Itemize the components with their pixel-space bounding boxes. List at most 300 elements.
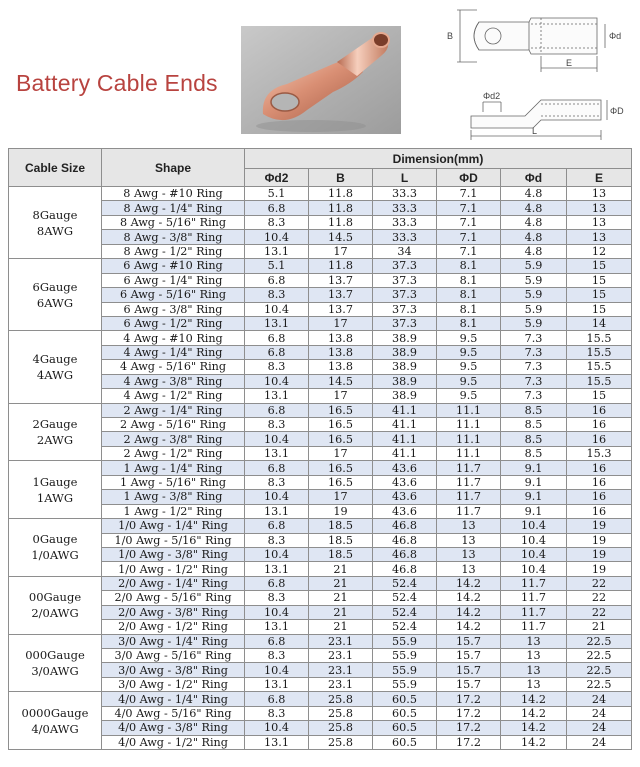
dim-cell-B: 17 [309, 446, 373, 460]
dim-cell-B: 14.5 [309, 374, 373, 388]
dim-cell-d2: 8.3 [245, 475, 309, 489]
shape-cell: 2 Awg - 1/4" Ring [102, 403, 245, 417]
gauge-label: 000Gauge [25, 647, 85, 662]
dimension-diagram [433, 6, 638, 140]
dim-cell-L: 33.3 [373, 230, 437, 244]
table-row [9, 591, 632, 605]
dim-cell-d: 9.1 [501, 475, 567, 489]
dim-cell-d: 4.8 [501, 201, 567, 215]
shape-cell: 4 Awg - 5/16" Ring [102, 360, 245, 374]
dim-cell-d: 11.7 [501, 591, 567, 605]
dim-cell-E: 24 [567, 735, 632, 749]
dim-cell-d2: 13.1 [245, 562, 309, 576]
header-dim-1: B [309, 169, 373, 187]
dim-cell-d: 5.9 [501, 259, 567, 273]
table-row [9, 735, 632, 749]
shape-cell: 2 Awg - 3/8" Ring [102, 432, 245, 446]
dim-cell-D: 17.2 [437, 721, 501, 735]
shape-cell: 8 Awg - 3/8" Ring [102, 230, 245, 244]
dim-cell-E: 14 [567, 316, 632, 330]
dim-cell-D: 11.7 [437, 504, 501, 518]
shape-cell: 2 Awg - 1/2" Ring [102, 446, 245, 460]
table-row [9, 605, 632, 619]
header-dimension: Dimension(mm) [245, 149, 632, 169]
dim-cell-D: 8.1 [437, 288, 501, 302]
dim-cell-d2: 13.1 [245, 620, 309, 634]
dim-cell-E: 13 [567, 187, 632, 201]
dim-cell-E: 16 [567, 475, 632, 489]
shape-cell: 1/0 Awg - 5/16" Ring [102, 533, 245, 547]
dim-cell-d2: 13.1 [245, 446, 309, 460]
dim-cell-d2: 5.1 [245, 259, 309, 273]
dim-cell-D: 7.1 [437, 230, 501, 244]
dim-cell-d: 13 [501, 663, 567, 677]
dim-cell-D: 17.2 [437, 692, 501, 706]
label-B: B [447, 31, 454, 41]
dim-cell-d2: 10.4 [245, 302, 309, 316]
shape-cell: 4/0 Awg - 3/8" Ring [102, 721, 245, 735]
dim-cell-d: 7.3 [501, 331, 567, 345]
dim-cell-L: 38.9 [373, 331, 437, 345]
dim-cell-E: 16 [567, 418, 632, 432]
label-E: E [566, 58, 573, 68]
dim-cell-d2: 8.3 [245, 533, 309, 547]
shape-cell: 6 Awg - 1/4" Ring [102, 273, 245, 287]
dim-cell-B: 21 [309, 576, 373, 590]
dim-cell-d: 7.3 [501, 374, 567, 388]
dim-cell-E: 16 [567, 432, 632, 446]
shape-cell: 6 Awg - 1/2" Ring [102, 316, 245, 330]
dim-cell-B: 13.8 [309, 360, 373, 374]
dim-cell-L: 37.3 [373, 288, 437, 302]
dim-cell-L: 41.1 [373, 403, 437, 417]
dim-cell-L: 46.8 [373, 519, 437, 533]
table-row [9, 389, 632, 403]
dim-cell-B: 17 [309, 490, 373, 504]
dim-cell-B: 21 [309, 620, 373, 634]
dim-cell-B: 18.5 [309, 533, 373, 547]
awg-label: 2/0AWG [31, 606, 79, 621]
dim-cell-d2: 6.8 [245, 519, 309, 533]
dim-cell-B: 17 [309, 244, 373, 258]
shape-cell: 6 Awg - 3/8" Ring [102, 302, 245, 316]
dim-cell-d: 5.9 [501, 288, 567, 302]
header-cable-size: Cable Size [9, 149, 102, 187]
dim-cell-E: 22.5 [567, 663, 632, 677]
dim-cell-E: 16 [567, 461, 632, 475]
dim-cell-E: 24 [567, 721, 632, 735]
cable-size-cell [9, 692, 102, 750]
dim-cell-d2: 10.4 [245, 547, 309, 561]
dim-cell-d: 11.7 [501, 605, 567, 619]
dim-cell-B: 13.8 [309, 331, 373, 345]
dim-cell-d: 14.2 [501, 706, 567, 720]
table-row [9, 649, 632, 663]
dim-cell-d2: 6.8 [245, 345, 309, 359]
dim-cell-E: 15 [567, 259, 632, 273]
dim-cell-d: 5.9 [501, 302, 567, 316]
shape-cell: 1/0 Awg - 1/4" Ring [102, 519, 245, 533]
dim-cell-B: 13.8 [309, 345, 373, 359]
table-row [9, 302, 632, 316]
header-dim-4: Φd [501, 169, 567, 187]
dim-cell-E: 22.5 [567, 677, 632, 691]
table-row [9, 215, 632, 229]
awg-label: 1AWG [36, 490, 74, 505]
dim-cell-D: 15.7 [437, 634, 501, 648]
table-row [9, 490, 632, 504]
dim-cell-d: 14.2 [501, 735, 567, 749]
dim-cell-d2: 8.3 [245, 706, 309, 720]
dim-cell-D: 14.2 [437, 605, 501, 619]
dim-cell-d2: 8.3 [245, 288, 309, 302]
dim-cell-d: 8.5 [501, 418, 567, 432]
awg-label: 2AWG [36, 432, 74, 447]
dim-cell-L: 41.1 [373, 446, 437, 460]
table-row [9, 403, 632, 417]
dim-cell-E: 22 [567, 591, 632, 605]
dim-cell-E: 13 [567, 201, 632, 215]
dim-cell-B: 21 [309, 591, 373, 605]
dim-cell-L: 55.9 [373, 663, 437, 677]
dim-cell-L: 33.3 [373, 215, 437, 229]
dim-cell-L: 43.6 [373, 504, 437, 518]
shape-cell: 2 Awg - 5/16" Ring [102, 418, 245, 432]
dim-cell-d2: 13.1 [245, 244, 309, 258]
dim-cell-D: 15.7 [437, 649, 501, 663]
dim-cell-B: 23.1 [309, 663, 373, 677]
dim-cell-E: 16 [567, 490, 632, 504]
dim-cell-B: 16.5 [309, 403, 373, 417]
table-row [9, 201, 632, 215]
dim-cell-L: 43.6 [373, 461, 437, 475]
dim-cell-B: 18.5 [309, 547, 373, 561]
page-title: Battery Cable Ends [16, 70, 218, 96]
dim-cell-E: 15 [567, 302, 632, 316]
gauge-label: 1Gauge [32, 474, 78, 489]
dim-cell-L: 52.4 [373, 620, 437, 634]
header-dim-5: E [567, 169, 632, 187]
dim-cell-d: 14.2 [501, 721, 567, 735]
shape-cell: 1 Awg - 1/4" Ring [102, 461, 245, 475]
gauge-label: 6Gauge [32, 279, 78, 294]
dim-cell-B: 23.1 [309, 634, 373, 648]
dim-cell-E: 16 [567, 403, 632, 417]
dim-cell-B: 13.7 [309, 302, 373, 316]
dim-cell-D: 14.2 [437, 576, 501, 590]
dim-cell-d: 4.8 [501, 230, 567, 244]
dim-cell-D: 13 [437, 547, 501, 561]
dim-cell-E: 24 [567, 706, 632, 720]
dim-cell-D: 17.2 [437, 706, 501, 720]
cable-size-cell [9, 634, 102, 692]
dim-cell-d: 5.9 [501, 273, 567, 287]
dim-cell-d2: 6.8 [245, 331, 309, 345]
dim-cell-L: 52.4 [373, 576, 437, 590]
cable-size-cell [9, 331, 102, 403]
shape-cell: 2/0 Awg - 1/2" Ring [102, 620, 245, 634]
table-row [9, 562, 632, 576]
dim-cell-L: 55.9 [373, 649, 437, 663]
table-row [9, 360, 632, 374]
table-row [9, 706, 632, 720]
table-row [9, 620, 632, 634]
dim-cell-D: 11.7 [437, 490, 501, 504]
awg-label: 8AWG [36, 223, 74, 238]
dim-cell-d: 11.7 [501, 576, 567, 590]
dim-cell-D: 14.2 [437, 591, 501, 605]
table-row [9, 345, 632, 359]
dim-cell-B: 11.8 [309, 201, 373, 215]
dim-cell-d: 10.4 [501, 562, 567, 576]
dim-cell-E: 24 [567, 692, 632, 706]
dim-cell-d2: 6.8 [245, 201, 309, 215]
dim-cell-L: 55.9 [373, 634, 437, 648]
dim-cell-d: 13 [501, 634, 567, 648]
copper-lug-photo [241, 26, 401, 134]
dim-cell-D: 7.1 [437, 187, 501, 201]
dim-cell-B: 23.1 [309, 649, 373, 663]
dim-cell-L: 52.4 [373, 591, 437, 605]
dim-cell-d: 10.4 [501, 533, 567, 547]
dim-cell-D: 17.2 [437, 735, 501, 749]
table-row [9, 504, 632, 518]
shape-cell: 2/0 Awg - 5/16" Ring [102, 591, 245, 605]
dim-cell-d2: 6.8 [245, 461, 309, 475]
dim-cell-d: 7.3 [501, 345, 567, 359]
dim-cell-B: 16.5 [309, 432, 373, 446]
dim-cell-D: 9.5 [437, 345, 501, 359]
table-body [9, 187, 632, 750]
dim-cell-B: 23.1 [309, 677, 373, 691]
dim-cell-E: 21 [567, 620, 632, 634]
dim-cell-E: 15.5 [567, 345, 632, 359]
shape-cell: 3/0 Awg - 3/8" Ring [102, 663, 245, 677]
dim-cell-L: 43.6 [373, 475, 437, 489]
table-row [9, 259, 632, 273]
dim-cell-L: 33.3 [373, 201, 437, 215]
dim-cell-d2: 13.1 [245, 735, 309, 749]
dim-cell-L: 34 [373, 244, 437, 258]
table-row [9, 288, 632, 302]
header-dim-2: L [373, 169, 437, 187]
table-row [9, 677, 632, 691]
dim-cell-D: 9.5 [437, 331, 501, 345]
shape-cell: 4/0 Awg - 1/4" Ring [102, 692, 245, 706]
shape-cell: 8 Awg - 1/4" Ring [102, 201, 245, 215]
dim-cell-L: 38.9 [373, 374, 437, 388]
dim-cell-E: 13 [567, 215, 632, 229]
dim-cell-B: 17 [309, 316, 373, 330]
shape-cell: 4 Awg - 1/2" Ring [102, 389, 245, 403]
shape-cell: 1 Awg - 5/16" Ring [102, 475, 245, 489]
dim-cell-d2: 10.4 [245, 230, 309, 244]
dim-cell-D: 11.7 [437, 475, 501, 489]
dim-cell-B: 19 [309, 504, 373, 518]
table-row [9, 273, 632, 287]
table-row [9, 374, 632, 388]
cable-size-cell [9, 403, 102, 461]
gauge-label: 8Gauge [32, 207, 78, 222]
shape-cell: 3/0 Awg - 1/2" Ring [102, 677, 245, 691]
dim-cell-D: 13 [437, 562, 501, 576]
dim-cell-L: 60.5 [373, 735, 437, 749]
dim-cell-B: 25.8 [309, 735, 373, 749]
dim-cell-L: 33.3 [373, 187, 437, 201]
dim-cell-d: 10.4 [501, 519, 567, 533]
dim-cell-L: 55.9 [373, 677, 437, 691]
dim-cell-d2: 10.4 [245, 663, 309, 677]
table-row [9, 331, 632, 345]
awg-label: 6AWG [36, 295, 74, 310]
dim-cell-E: 22.5 [567, 634, 632, 648]
dim-cell-B: 13.7 [309, 288, 373, 302]
shape-cell: 6 Awg - #10 Ring [102, 259, 245, 273]
dim-cell-d: 4.8 [501, 215, 567, 229]
dim-cell-D: 11.7 [437, 461, 501, 475]
table-row [9, 533, 632, 547]
dim-cell-D: 7.1 [437, 244, 501, 258]
shape-cell: 8 Awg - 1/2" Ring [102, 244, 245, 258]
table-row [9, 316, 632, 330]
dim-cell-E: 12 [567, 244, 632, 258]
dim-cell-L: 46.8 [373, 533, 437, 547]
shape-cell: 3/0 Awg - 1/4" Ring [102, 634, 245, 648]
dim-cell-B: 11.8 [309, 187, 373, 201]
dim-cell-L: 38.9 [373, 345, 437, 359]
dim-cell-B: 16.5 [309, 461, 373, 475]
dim-cell-E: 19 [567, 547, 632, 561]
dim-cell-d: 9.1 [501, 504, 567, 518]
shape-cell: 4/0 Awg - 5/16" Ring [102, 706, 245, 720]
dim-cell-L: 43.6 [373, 490, 437, 504]
cable-size-cell [9, 519, 102, 577]
dim-cell-d: 8.5 [501, 432, 567, 446]
dim-cell-D: 11.1 [437, 418, 501, 432]
dim-cell-E: 22 [567, 576, 632, 590]
dim-cell-E: 15.5 [567, 360, 632, 374]
shape-cell: 1/0 Awg - 1/2" Ring [102, 562, 245, 576]
shape-cell: 4/0 Awg - 1/2" Ring [102, 735, 245, 749]
dim-cell-d2: 10.4 [245, 605, 309, 619]
dim-cell-D: 13 [437, 533, 501, 547]
dim-cell-B: 16.5 [309, 475, 373, 489]
table-row [9, 576, 632, 590]
table-row [9, 547, 632, 561]
dim-cell-d2: 8.3 [245, 360, 309, 374]
label-D: ΦD [610, 106, 624, 116]
dim-cell-D: 8.1 [437, 302, 501, 316]
dim-cell-E: 15.3 [567, 446, 632, 460]
dim-cell-d2: 13.1 [245, 316, 309, 330]
dim-cell-d2: 10.4 [245, 721, 309, 735]
cable-size-cell [9, 576, 102, 634]
dim-cell-d2: 13.1 [245, 389, 309, 403]
dim-cell-D: 11.1 [437, 446, 501, 460]
dim-cell-L: 41.1 [373, 418, 437, 432]
shape-cell: 1 Awg - 1/2" Ring [102, 504, 245, 518]
table-row [9, 187, 632, 201]
header-shape: Shape [102, 149, 245, 187]
dim-cell-d2: 8.3 [245, 591, 309, 605]
dim-cell-d2: 6.8 [245, 403, 309, 417]
gauge-label: 0Gauge [32, 532, 78, 547]
dim-cell-E: 19 [567, 533, 632, 547]
dim-cell-B: 11.8 [309, 259, 373, 273]
dim-cell-D: 14.2 [437, 620, 501, 634]
header-dim-3: ΦD [437, 169, 501, 187]
dim-cell-B: 13.7 [309, 273, 373, 287]
shape-cell: 3/0 Awg - 5/16" Ring [102, 649, 245, 663]
dim-cell-d2: 6.8 [245, 634, 309, 648]
awg-label: 4AWG [36, 367, 74, 382]
dim-cell-E: 19 [567, 562, 632, 576]
cable-size-cell [9, 259, 102, 331]
dim-cell-d2: 5.1 [245, 187, 309, 201]
dim-cell-d: 14.2 [501, 692, 567, 706]
table-row [9, 634, 632, 648]
dim-cell-L: 37.3 [373, 316, 437, 330]
dim-cell-d: 5.9 [501, 316, 567, 330]
dim-cell-B: 14.5 [309, 230, 373, 244]
dim-cell-D: 8.1 [437, 259, 501, 273]
dim-cell-B: 25.8 [309, 706, 373, 720]
dim-cell-L: 60.5 [373, 706, 437, 720]
dim-cell-L: 37.3 [373, 259, 437, 273]
dim-cell-D: 15.7 [437, 663, 501, 677]
dim-cell-D: 13 [437, 519, 501, 533]
dim-cell-d2: 6.8 [245, 576, 309, 590]
dim-cell-E: 15 [567, 273, 632, 287]
dim-cell-D: 9.5 [437, 389, 501, 403]
awg-label: 3/0AWG [31, 663, 79, 678]
awg-label: 4/0AWG [31, 721, 79, 736]
dim-cell-D: 15.7 [437, 677, 501, 691]
dim-cell-D: 7.1 [437, 215, 501, 229]
table-row [9, 244, 632, 258]
shape-cell: 2/0 Awg - 1/4" Ring [102, 576, 245, 590]
shape-cell: 8 Awg - 5/16" Ring [102, 215, 245, 229]
dim-cell-E: 15 [567, 288, 632, 302]
dim-cell-d: 4.8 [501, 187, 567, 201]
label-d: Φd [609, 31, 622, 41]
gauge-label: 4Gauge [32, 351, 78, 366]
awg-label: 1/0AWG [31, 548, 79, 563]
dim-cell-E: 15.5 [567, 331, 632, 345]
dim-cell-B: 17 [309, 389, 373, 403]
table-row [9, 461, 632, 475]
shape-cell: 4 Awg - 1/4" Ring [102, 345, 245, 359]
dim-cell-d2: 13.1 [245, 504, 309, 518]
table-row [9, 663, 632, 677]
dim-cell-D: 8.1 [437, 273, 501, 287]
shape-cell: 2/0 Awg - 3/8" Ring [102, 605, 245, 619]
dim-cell-d2: 10.4 [245, 374, 309, 388]
dim-cell-d: 11.7 [501, 620, 567, 634]
label-d2: Φd2 [483, 91, 501, 101]
dim-cell-d2: 13.1 [245, 677, 309, 691]
dim-cell-d: 9.1 [501, 490, 567, 504]
table-row [9, 432, 632, 446]
dim-cell-L: 46.8 [373, 562, 437, 576]
dim-cell-D: 9.5 [437, 360, 501, 374]
dim-cell-d: 4.8 [501, 244, 567, 258]
dim-cell-d2: 6.8 [245, 692, 309, 706]
dim-cell-d: 8.5 [501, 403, 567, 417]
table-row [9, 721, 632, 735]
dim-cell-D: 11.1 [437, 432, 501, 446]
dim-cell-d: 7.3 [501, 360, 567, 374]
